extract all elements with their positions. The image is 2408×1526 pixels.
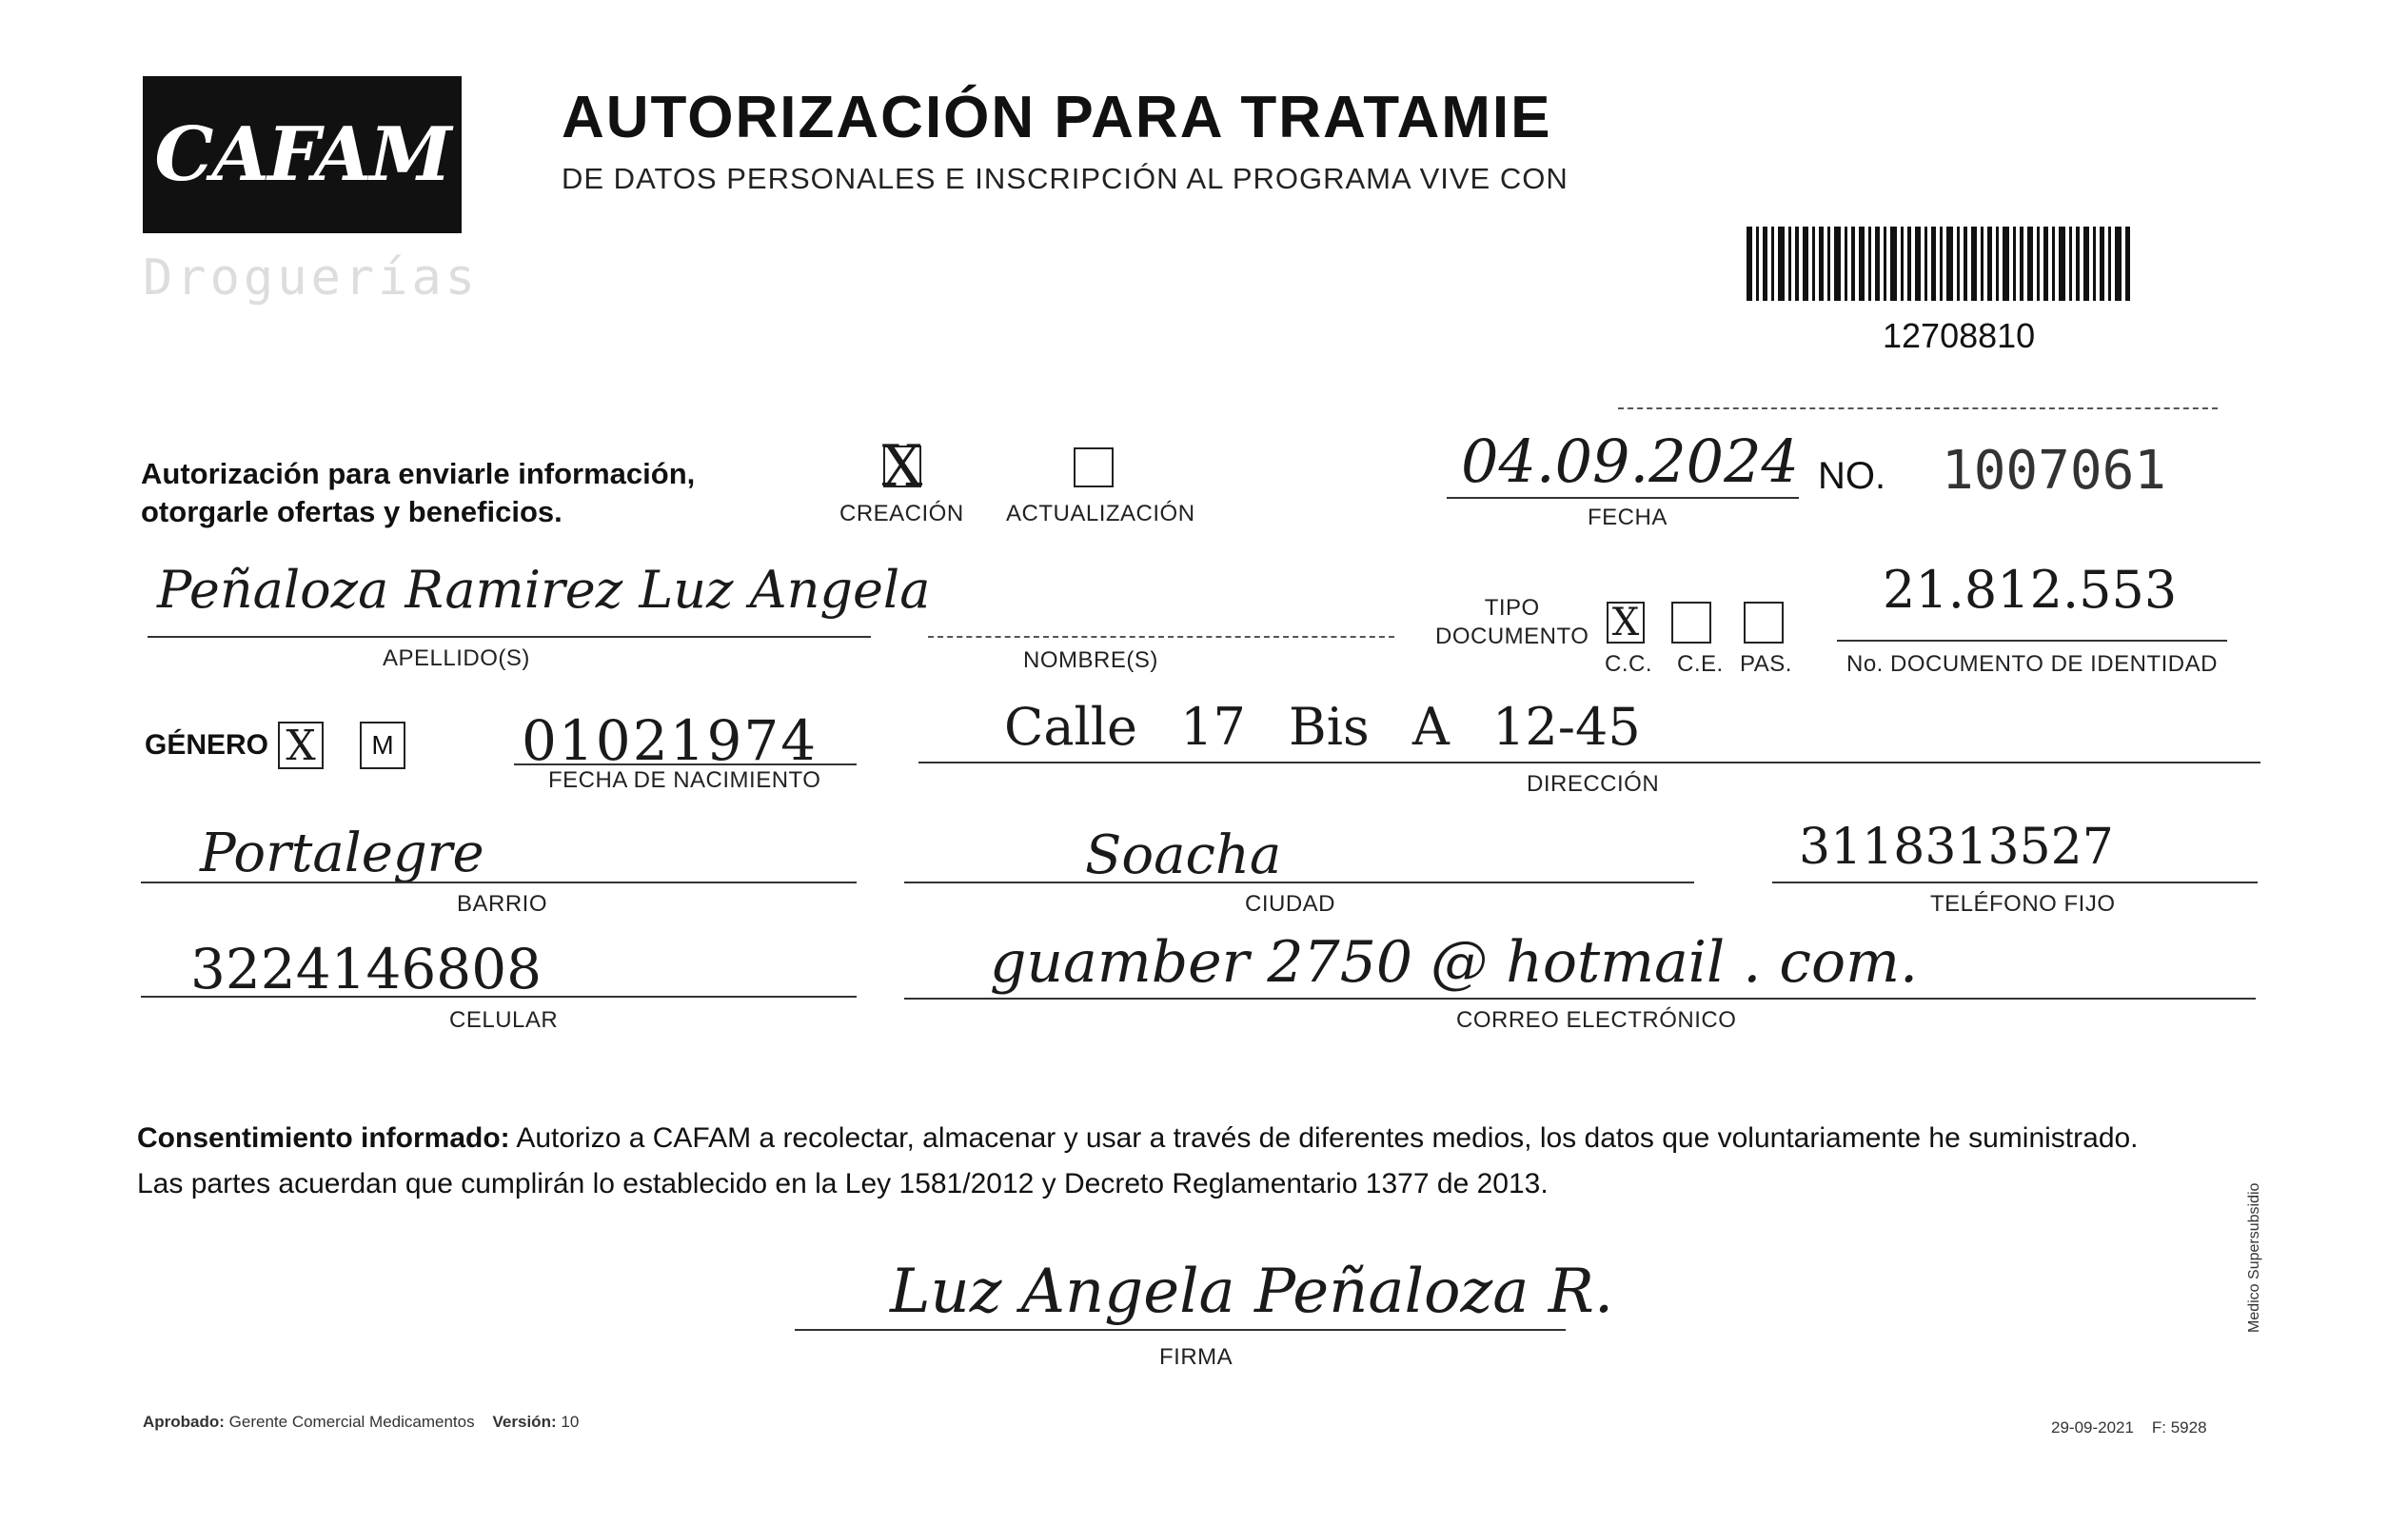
direccion-label: DIRECCIÓN [1527,771,1660,797]
fecha-value: 04.09.2024 [1461,426,1799,496]
nacimiento-line [514,763,857,765]
apellido-line [148,636,871,638]
m-label: M [371,730,394,760]
cc-checkbox[interactable] [1607,602,1645,644]
doc-label: No. DOCUMENTO DE IDENTIDAD [1846,651,2218,677]
cc-label: C.C. [1605,651,1652,677]
genero-label: GÉNERO [145,729,269,761]
telefono-line [1772,882,2258,883]
ce-checkbox[interactable] [1671,602,1711,644]
actualizacion-checkbox[interactable] [1074,447,1114,487]
signature-value: Luz Angela Peñaloza R. [890,1257,1614,1327]
correo-value: guamber 2750 @ hotmail . com. [990,929,1919,996]
f-checkbox[interactable] [278,722,324,769]
creacion-mark: X [881,433,923,500]
consent-line-2: Las partes acuerdan que cumplirán lo establecido en la Ley 1581/2012 y Decreto Reglamentario 1377 de 2013. [137,1168,1549,1199]
footer-code: F: 5928 [2151,1418,2207,1437]
apellido-label: APELLIDO(S) [383,645,530,671]
nombre-line [928,636,1394,638]
nombre-label: NOMBRE(S) [1023,647,1158,673]
no-label: NO. [1818,455,1886,497]
correo-label: CORREO ELECTRÓNICO [1456,1007,1737,1033]
doc-line [1837,640,2227,642]
actualizacion-label: ACTUALIZACIÓN [1006,501,1195,526]
celular-value: 3224146808 [190,937,543,1001]
nacimiento-label: FECHA DE NACIMIENTO [548,767,821,793]
celular-label: CELULAR [449,1007,559,1033]
direccion-value: Calle 17 Bis A 12-45 [1004,697,1641,757]
f-mark: X [286,721,316,770]
consent-text-1: Autorizo a CAFAM a recolectar, almacenar y usar a través de diferentes medios, los datos que voluntariamente he suministrado. [509,1122,2139,1154]
signature-label: FIRMA [1159,1344,1234,1370]
signature-line [795,1329,1566,1331]
m-checkbox[interactable] [360,722,405,769]
barrio-value: Portalegre [200,822,484,884]
footer-date-code [2051,1418,2207,1437]
nacimiento-value: 01021974 [522,708,819,773]
intro-line-2: otorgarle ofertas y beneficios. [141,495,563,528]
logo-subtitle: Droguerías [143,249,480,307]
direccion-line [918,762,2260,763]
version-label: Versión: [492,1413,557,1431]
tipo-label: TIPO DOCUMENTO [1435,595,1589,649]
barrio-line [141,882,857,883]
barcode-number: 12708810 [1883,316,2036,355]
ciudad-line [904,882,1694,883]
page-subtitle: DE DATOS PERSONALES E INSCRIPCIÓN AL PROGRAMA VIVE CON [562,162,1569,195]
barrio-label: BARRIO [457,891,548,917]
logo-text: CAFAM [154,111,450,198]
intro-text [141,455,695,531]
page-title: AUTORIZACIÓN PARA TRATAMIE [562,85,1552,150]
pas-checkbox[interactable] [1744,602,1784,644]
apellido-value: Peñaloza Ramirez Luz Angela [157,560,931,620]
footer-date: 29-09-2021 [2051,1418,2134,1437]
celular-line [141,996,857,998]
intro-line-1: Autorización para enviarle información, [141,457,696,490]
header-divider [1618,407,2218,409]
consent-line-1 [137,1116,2279,1161]
consent-bold: Consentimiento informado: [137,1122,510,1154]
version-value: 10 [561,1413,580,1431]
cafam-logo [143,76,462,233]
consent-paragraph [137,1116,2279,1207]
fecha-line [1447,497,1799,499]
ciudad-value: Soacha [1085,824,1282,886]
barcode [1747,227,2132,301]
telefono-label: TELÉFONO FIJO [1930,891,2116,917]
telefono-value: 3118313527 [1799,819,2114,876]
creacion-checkbox[interactable] [881,433,923,500]
pas-label: PAS. [1740,651,1792,677]
ciudad-label: CIUDAD [1245,891,1336,917]
footer-approval [143,1413,579,1432]
fecha-label: FECHA [1588,505,1668,530]
no-value: 1007061 [1942,440,2167,502]
creacion-label: CREACIÓN [839,501,964,526]
ce-label: C.E. [1677,651,1724,677]
doc-value: 21.812.553 [1883,560,2178,620]
cc-mark: X [1611,601,1640,644]
side-vertical-text: Medico Supersubsidio [2246,1182,2262,1333]
aprobado-value: Gerente Comercial Medicamentos [228,1413,475,1431]
correo-line [904,998,2256,1000]
aprobado-label: Aprobado: [143,1413,225,1431]
